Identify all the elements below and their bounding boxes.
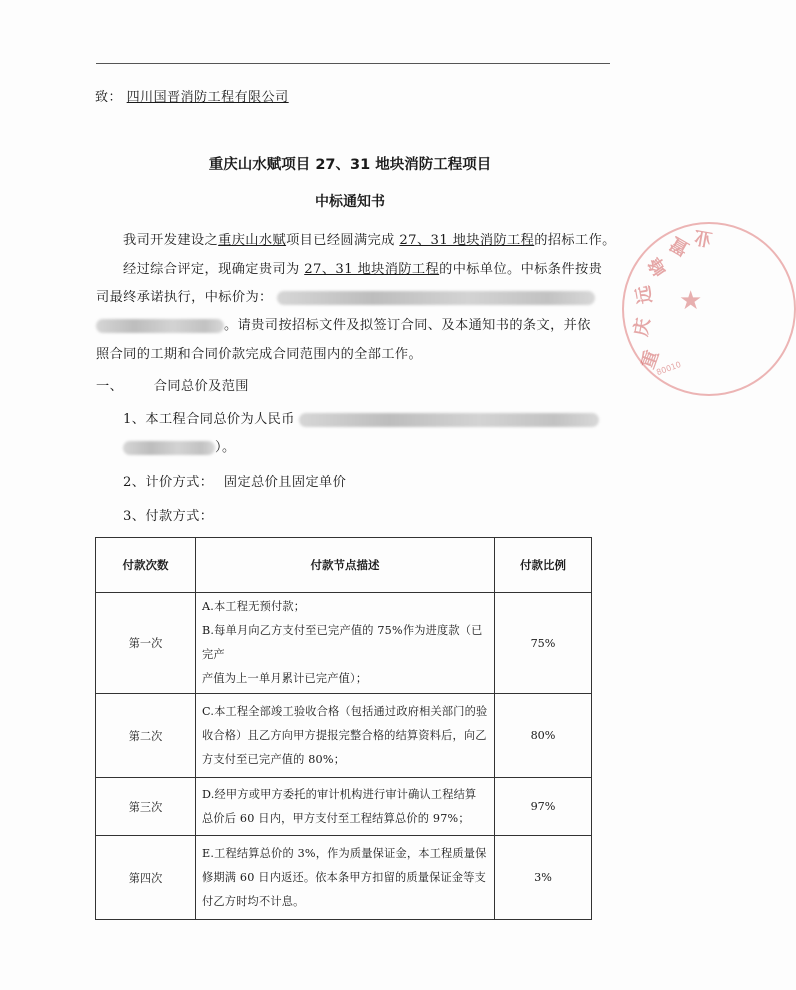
redacted-bid-price-cont <box>96 319 224 333</box>
p1-text-b: 项目已经圆满完成 <box>286 233 400 248</box>
p2-work-name: 27、31 地块消防工程 <box>304 262 440 277</box>
recipient-label: 致： <box>95 90 123 105</box>
seal-char: 庆 <box>630 316 655 338</box>
table-row <box>96 836 592 920</box>
paragraph-3 <box>96 286 595 305</box>
desc-line: D.经甲方或甲方委托的审计机构进行审计确认工程结算 <box>202 787 477 801</box>
paragraph-1 <box>123 229 616 248</box>
seal-digits: 80010 <box>655 359 683 378</box>
row-description <box>196 836 495 920</box>
redacted-contract-price <box>299 413 599 427</box>
row-description <box>196 593 495 694</box>
recipient-company: 四川国晋消防工程有限公司 <box>126 90 289 105</box>
section-1-heading <box>96 375 249 394</box>
p1-project-name: 重庆山水赋 <box>218 233 287 248</box>
redacted-contract-price-cont <box>123 441 215 455</box>
desc-line: 付乙方时均不计息。 <box>202 894 305 908</box>
item-2 <box>123 471 346 490</box>
desc-line: 方支付至已完产值的 80%； <box>202 752 346 766</box>
p3-text: 司最终承诺执行，中标价为： <box>96 290 273 305</box>
header-description: 付款节点描述 <box>196 538 495 593</box>
section-1-number: 一、 <box>96 379 124 394</box>
p1-text-a: 我司开发建设之 <box>123 233 219 248</box>
payment-table <box>95 537 592 920</box>
redacted-bid-price <box>277 291 595 305</box>
item-2-value: 固定总价且固定单价 <box>223 475 347 490</box>
desc-line: C.本工程全部竣工验收合格（包括通过政府相关部门的验 <box>202 704 488 718</box>
header-ratio: 付款比例 <box>495 538 592 593</box>
item-2-label: 2、计价方式： <box>123 475 214 490</box>
table-header-row <box>96 538 592 593</box>
desc-line: E.工程结算总价的 3%，作为质量保证金，本工程质量保 <box>202 846 487 860</box>
p5-text: 照合同的工期和合同价款完成合同范围内的全部工作。 <box>96 347 423 362</box>
row-stage: 第四次 <box>96 836 196 920</box>
desc-line: 总价后 60 日内，甲方支付至工程结算总价的 97%； <box>202 811 470 825</box>
desc-line: 产值为上一单月累计已完产值）； <box>202 672 368 685</box>
item-3-text: 3、付款方式： <box>123 509 214 524</box>
header-rule <box>96 63 610 64</box>
table-row <box>96 593 592 694</box>
seal-char: 业 <box>692 225 714 250</box>
desc-line: 收合格）且乙方向甲方提报完整合格的结算资料后，向乙 <box>202 728 487 742</box>
item-1-end: ）。 <box>215 440 236 455</box>
header-stage: 付款次数 <box>96 538 196 593</box>
paragraph-2 <box>123 258 602 277</box>
row-description <box>196 694 495 778</box>
desc-line: B.每单月向乙方支付至已完产值的 75%作为进度款（已完产 <box>202 624 483 661</box>
row-stage: 第一次 <box>96 593 196 694</box>
company-seal <box>622 222 796 396</box>
recipient-line <box>95 86 289 105</box>
seal-char: 置 <box>666 232 693 260</box>
row-description <box>196 778 495 836</box>
item-1 <box>123 408 599 427</box>
seal-char: 远 <box>632 284 657 306</box>
row-stage: 第三次 <box>96 778 196 836</box>
p2-text-b: 的中标单位。中标条件按贵 <box>439 262 603 277</box>
section-1-title: 合同总价及范围 <box>153 379 249 394</box>
row-ratio: 80% <box>495 694 592 778</box>
item-1-cont <box>123 436 236 455</box>
desc-line: 修期满 60 日内返还。依本条甲方扣留的质量保证金等支 <box>202 870 487 884</box>
p2-text-a: 经过综合评定，现确定贵司为 <box>123 262 305 277</box>
document-title: 重庆山水赋项目 27、31 地块消防工程项目 <box>208 157 492 173</box>
seal-char: 重 <box>637 347 664 372</box>
p1-work-name: 27、31 地块消防工程 <box>399 233 535 248</box>
seal-char: 峰 <box>644 252 672 280</box>
paragraph-4 <box>96 314 591 333</box>
document-subtitle: 中标通知书 <box>315 194 385 210</box>
paragraph-5 <box>96 343 422 362</box>
p1-text-c: 的招标工作。 <box>534 233 616 248</box>
row-stage: 第二次 <box>96 694 196 778</box>
table-row <box>96 778 592 836</box>
item-3 <box>123 505 213 524</box>
table-row <box>96 694 592 778</box>
item-1-text: 1、本工程合同总价为人民币 <box>123 412 295 427</box>
seal-star-icon: ★ <box>679 286 703 316</box>
row-ratio: 97% <box>495 778 592 836</box>
p4-text: 。请贵司按招标文件及拟签订合同、及本通知书的条文，并依 <box>224 318 591 333</box>
row-ratio: 75% <box>495 593 592 694</box>
desc-line: A.本工程无预付款； <box>202 600 306 613</box>
row-ratio: 3% <box>495 836 592 920</box>
